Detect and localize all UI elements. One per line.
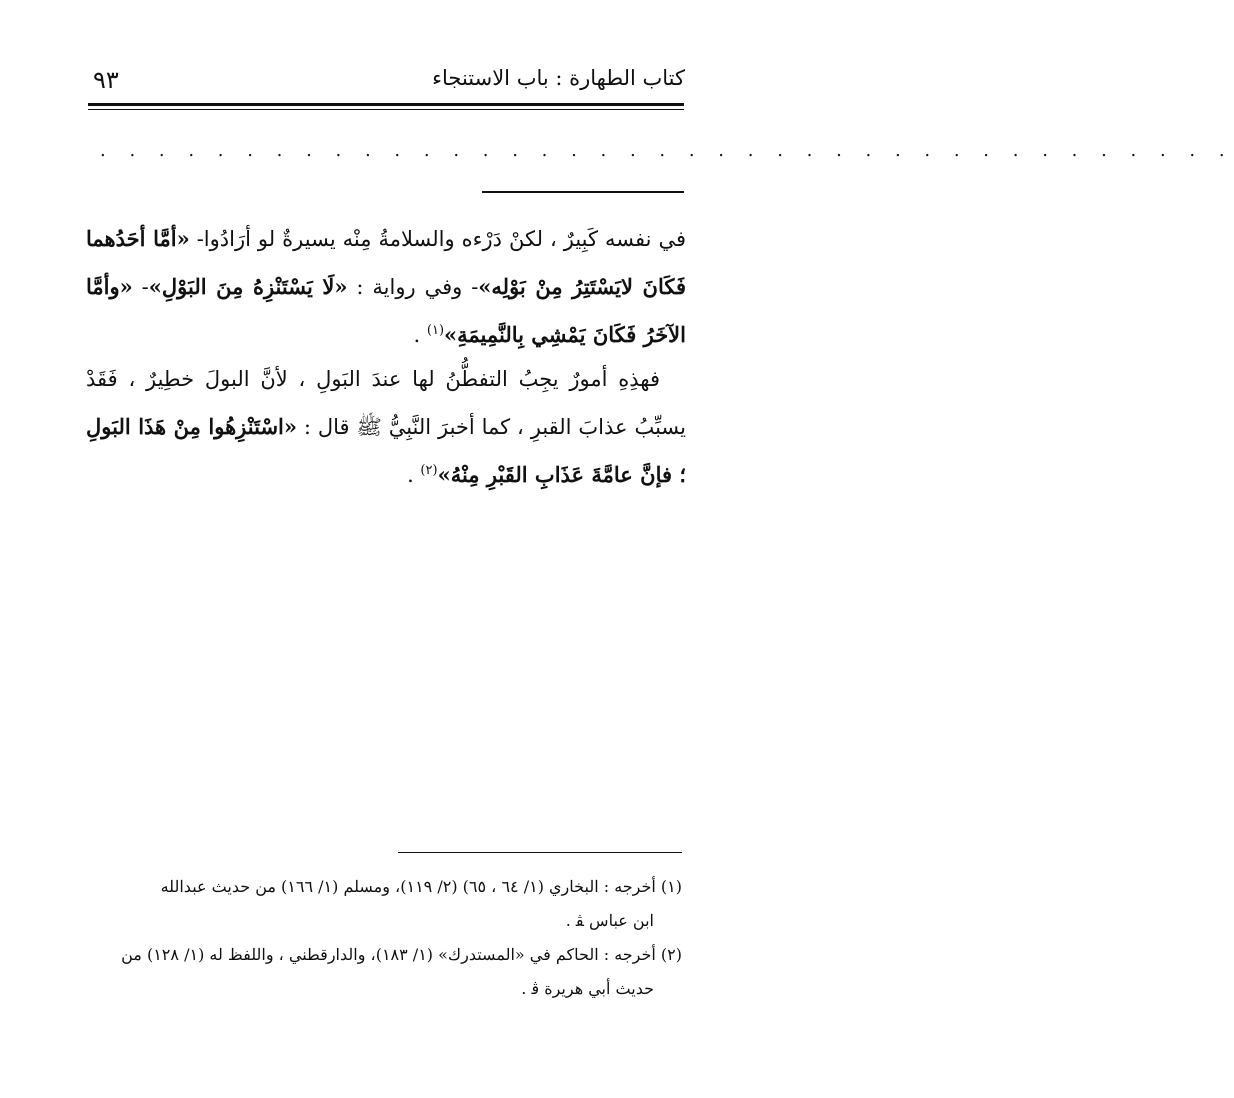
page-number: ٩٣ xyxy=(93,66,119,94)
hadith-quote: «لَا يَسْتَنْزِهُ مِنَ البَوْلِ» xyxy=(148,274,348,299)
text-segment: . xyxy=(407,463,421,487)
footnote-line: (٢) أخرجه : الحاكم في «المستدرك» (١/ ١٨٣)، والدارقطني ، واللفظ له (١/ ١٢٨) من xyxy=(121,945,682,964)
text-segment: فهذِهِ أمورٌ يجِبُ التفطُّنُ لها عندَ البَولِ ، لأنَّ البولَ خطِيرٌ ، فَقَدْ يسبِّبُ عذابَ القبرِ ، كما أخبرَ النَّبِيُّ ﷺ قال : xyxy=(86,367,686,439)
text-segment: - وفي رواية : xyxy=(347,275,479,299)
footnote-line: ابن عباس ﭭ . xyxy=(565,911,654,930)
paragraph-commentary xyxy=(86,355,686,499)
footnote-1 xyxy=(86,870,682,938)
hadith-quote: «أمَّا أحَدُهما xyxy=(86,226,190,251)
hadith-quote: «وأمَّا xyxy=(86,274,133,299)
footnote-line: (١) أخرجه : البخاري (١/ ٦٤ ، ٦٥) (٢/ ١١٩)، ومسلم (١/ ١٦٦) من حديث عبدالله xyxy=(160,877,682,896)
hadith-quote: الآخَرُ فَكَانَ يَمْشِي بِالنَّمِيمَةِ» xyxy=(444,322,686,347)
header-rule-thin xyxy=(88,109,684,110)
running-header-title: كتاب الطهارة : باب الاستنجاء xyxy=(432,66,685,90)
footnote-ref-2: (٢) xyxy=(420,463,438,478)
footnote-2 xyxy=(86,938,682,1006)
paragraph-hadith-context xyxy=(86,215,686,359)
section-divider xyxy=(482,191,684,193)
header-rule-thick xyxy=(88,103,684,106)
hadith-quote: «اسْتَنْزِهُوا مِنْ هَذَا البَولِ ؛ فإنَّ عامَّةَ عَذَابِ القَبْرِ مِنْهُ» xyxy=(86,414,686,487)
footnote-separator xyxy=(398,852,682,853)
text-segment: - xyxy=(132,275,149,299)
footnote-ref-1: (١) xyxy=(426,323,445,338)
footnote-line: حديث أبي هريرة ﭬ . xyxy=(521,979,654,998)
text-segment: في نفسه كَبِيرٌ ، لكنْ دَرْءه والسلامةُ مِنْه يسيرةٌ لو أرَادُوا- xyxy=(189,227,687,251)
text-segment: . xyxy=(413,323,427,347)
hadith-quote: فَكَانَ لايَسْتَتِرُ مِنْ بَوْلِه» xyxy=(478,274,686,299)
omission-dots: . . . . . . . . . . . . . . . . . . . . . . . . . . . . . . . . . . . . . . . xyxy=(100,140,1234,161)
